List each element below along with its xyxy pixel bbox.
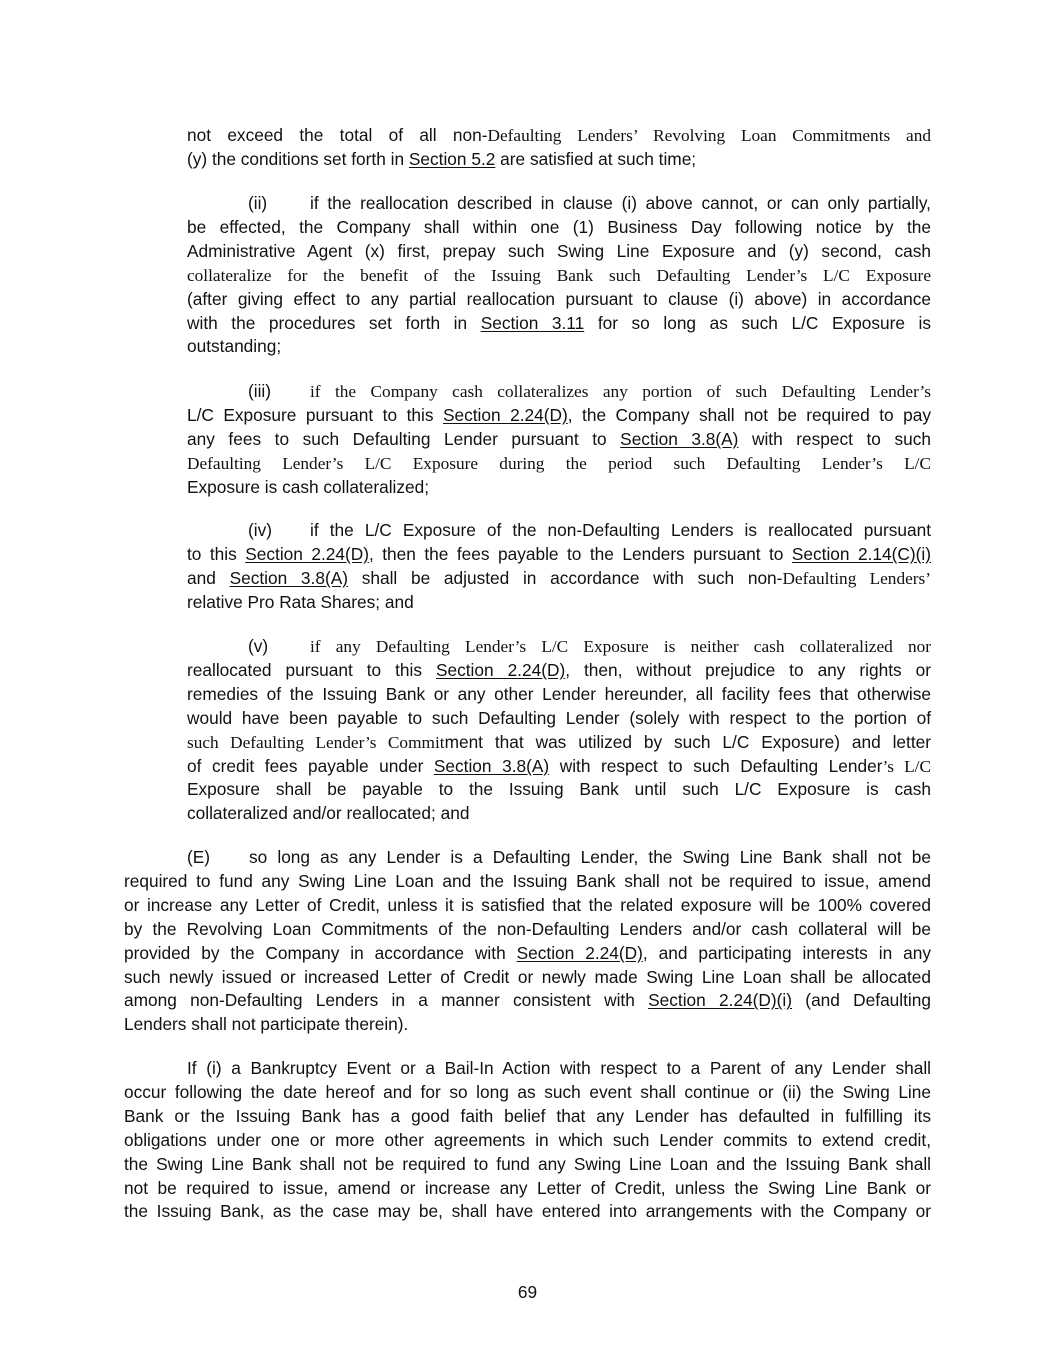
section-reference: Section 3.11 bbox=[480, 312, 585, 333]
text-line: (after giving effect to any partial reallocation pursuant to clause (i) above) in accordance bbox=[187, 288, 931, 309]
section-reference: Section 5.2 bbox=[408, 148, 496, 169]
clause-v bbox=[187, 635, 931, 826]
text-line: Lenders shall not participate therein). bbox=[124, 1014, 409, 1035]
section-reference: Section 2.14(C)(i) bbox=[791, 543, 931, 564]
text-line: Administrative Agent (x) first, prepay such Swing Line Exposure and (y) second, cash bbox=[187, 240, 931, 261]
section-reference: Section 2.24(D) bbox=[442, 404, 568, 425]
clause-ii bbox=[187, 192, 931, 359]
intro-paragraph bbox=[187, 124, 931, 172]
section-reference: Section 3.8(A) bbox=[433, 755, 550, 776]
clause-iii bbox=[187, 380, 931, 500]
text-line: Exposure shall be payable to the Issuing Bank until such L/C Exposure is cash bbox=[187, 779, 931, 800]
text-line: (iii) if the Company cash collateralizes any portion of such Defaulting Lender’s bbox=[187, 380, 931, 404]
text-line: (iv) if the L/C Exposure of the non-Defaulting Lenders is reallocated pursuant bbox=[187, 519, 931, 543]
text-line: among non-Defaulting Lenders in a manner consistent with Section 2.24(D)(i) (and Defaulting bbox=[124, 990, 931, 1011]
clause-label: (v) bbox=[248, 636, 269, 656]
clause-E bbox=[124, 846, 931, 1037]
text-line: provided by the Company in accordance with Section 2.24(D), and participating interests in any bbox=[124, 942, 931, 963]
text-line: Exposure is cash collateralized; bbox=[187, 476, 430, 497]
text-line: not exceed the total of all non-Defaulting Lenders’ Revolving Loan Commitments and bbox=[187, 125, 931, 145]
text-line: L/C Exposure pursuant to this Section 2.24(D), the Company shall not be required to pay bbox=[187, 404, 931, 425]
text-line: outstanding; bbox=[187, 336, 282, 357]
text-line: occur following the date hereof and for so long as such event shall continue or (ii) the Swing Line bbox=[124, 1081, 931, 1102]
text-line: to this Section 2.24(D), then the fees payable to the Lenders pursuant to Section 2.14(C)(i) bbox=[187, 543, 931, 564]
section-reference: Section 3.8(A) bbox=[620, 428, 739, 449]
clause-label: (iii) bbox=[248, 381, 272, 401]
text-line: with the procedures set forth in Section 3.11 for so long as such L/C Exposure is bbox=[187, 312, 931, 333]
text-line: Defaulting Lender’s L/C Exposure during the period such Defaulting Lender’s L/C bbox=[187, 453, 931, 473]
text-line: (v) if any Defaulting Lender’s L/C Exposure is neither cash collateralized nor bbox=[187, 635, 931, 659]
text-line: Bank or the Issuing Bank has a good faith belief that any Lender has defaulted in fulfilling its bbox=[124, 1105, 931, 1126]
clause-label: (iv) bbox=[248, 520, 272, 540]
text-line: relative Pro Rata Shares; and bbox=[187, 591, 414, 612]
final-paragraph bbox=[124, 1057, 931, 1224]
text-line: reallocated pursuant to this Section 2.24(D), then, without prejudice to any rights or bbox=[187, 659, 931, 680]
text-line: such newly issued or increased Letter of Credit or newly made Swing Line Loan shall be allocated bbox=[124, 966, 931, 987]
text-line: required to fund any Swing Line Loan and the Issuing Bank shall not be required to issue, amend bbox=[124, 870, 931, 891]
text-line: would have been payable to such Defaulting Lender (solely with respect to the portion of bbox=[187, 707, 931, 728]
page-number: 69 bbox=[517, 1282, 538, 1302]
clause-label: (ii) bbox=[248, 193, 268, 213]
text-line: obligations under one or more other agreements in which such Lender commits to extend credit, bbox=[124, 1129, 931, 1150]
clause-label: (E) bbox=[187, 847, 211, 867]
text-line: or increase any Letter of Credit, unless it is satisfied that the related exposure will be 100% covered bbox=[124, 894, 931, 915]
text-line: the Issuing Bank, as the case may be, shall have entered into arrangements with the Company or bbox=[124, 1201, 931, 1222]
text-line: be effected, the Company shall within one (1) Business Day following notice by the bbox=[187, 216, 931, 237]
text-line: collateralize for the benefit of the Issuing Bank such Defaulting Lender’s L/C Exposure bbox=[187, 265, 931, 285]
text-line: (E) so long as any Lender is a Defaulting Lender, the Swing Line Bank shall not be bbox=[124, 846, 931, 870]
text-line: of credit fees payable under Section 3.8(A) with respect to such Defaulting Lender’s L/C bbox=[187, 755, 931, 776]
text-line: by the Revolving Loan Commitments of the non-Defaulting Lenders and/or cash collateral will be bbox=[124, 918, 931, 939]
section-reference: Section 2.24(D) bbox=[435, 659, 566, 680]
text-line: (ii) if the reallocation described in clause (i) above cannot, or can only partially, bbox=[187, 192, 931, 216]
text-line: (y) the conditions set forth in Section 5.2 are satisfied at such time; bbox=[187, 148, 697, 169]
text-line: the Swing Line Bank shall not be required to fund any Swing Line Loan and the Issuing Bank shall bbox=[124, 1153, 931, 1174]
text-line: and Section 3.8(A) shall be adjusted in accordance with such non-Defaulting Lenders’ bbox=[187, 567, 931, 588]
text-line: If (i) a Bankruptcy Event or a Bail-In Action with respect to a Parent of any Lender shall bbox=[187, 1058, 931, 1078]
section-reference: Section 2.24(D)(i) bbox=[648, 990, 793, 1011]
text-line: remedies of the Issuing Bank or any other Lender hereunder, all facility fees that otherwise bbox=[187, 683, 931, 704]
text-line: any fees to such Defaulting Lender pursuant to Section 3.8(A) with respect to such bbox=[187, 428, 931, 449]
text-line: collateralized and/or reallocated; and bbox=[187, 803, 470, 824]
clause-iv bbox=[187, 519, 931, 615]
section-reference: Section 2.24(D) bbox=[245, 543, 369, 564]
section-reference: Section 2.24(D) bbox=[516, 942, 643, 963]
section-reference: Section 3.8(A) bbox=[229, 567, 348, 588]
text-line: such Defaulting Lender’s Commitment that was utilized by such L/C Exposure) and letter bbox=[187, 731, 931, 752]
text-line: not be required to issue, amend or increase any Letter of Credit, unless the Swing Line Bank or bbox=[124, 1177, 931, 1198]
